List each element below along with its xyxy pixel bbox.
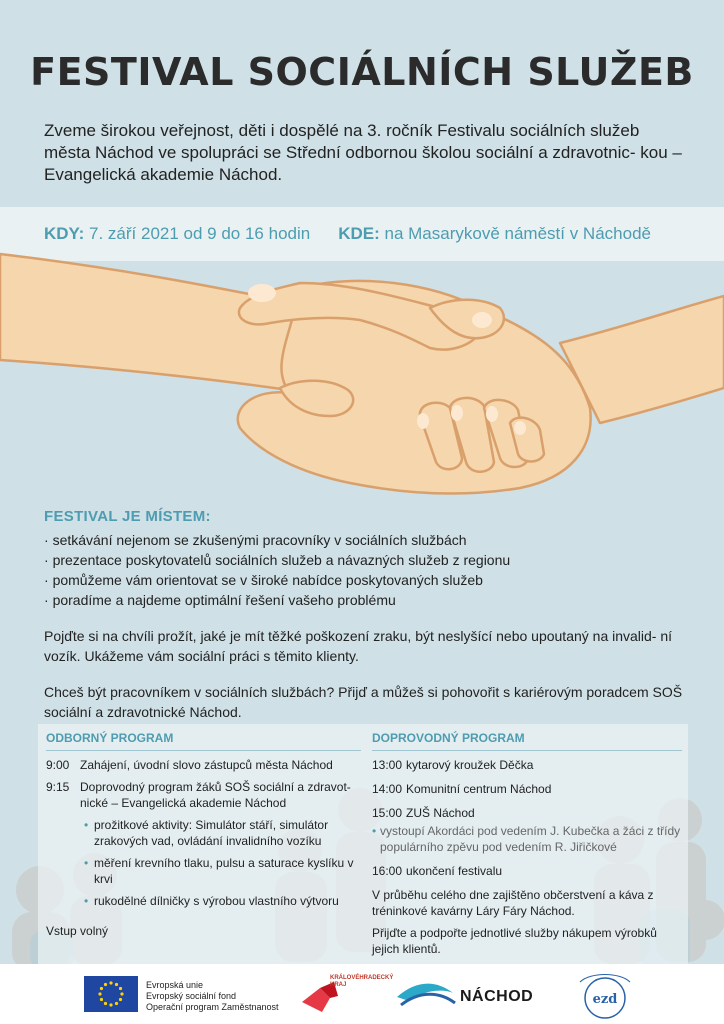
program-row <box>372 863 682 879</box>
eu-star-icon <box>104 983 107 986</box>
eu-line: Evropský sociální fond <box>146 991 237 1001</box>
eu-star-icon <box>109 981 112 984</box>
festival-heading: FESTIVAL JE MÍSTEM: <box>44 508 211 525</box>
list-item: • měření krevního tlaku, pulsu a saturace kyslíku v krvi <box>84 855 361 887</box>
eu-flag-icon <box>84 976 138 1012</box>
program-text: ukončení festivalu <box>406 864 503 878</box>
eu-logo-text <box>146 980 279 1013</box>
list-item: · poradíme a najdeme optimální řešení vašeho problému <box>44 590 684 610</box>
program-text: Doprovodný program žáků SOŠ sociální a zdravot- nické – Evangelická akademie Náchod <box>80 780 351 810</box>
list-item: · setkávání nejenom se zkušenými pracovníky v sociálních službách <box>44 530 684 550</box>
program-row <box>372 781 682 797</box>
kde-value: na Masarykově náměstí v Náchodě <box>384 224 651 243</box>
list-item: · prezentace poskytovatelů sociálních služeb a návazných služeb z regionu <box>44 550 684 570</box>
program-sub-list <box>84 817 361 909</box>
career-paragraph: Chceš být pracovníkem v sociálních službách? Přijď a můžeš si pohovořit s kariérovým poradcem SOŠ sociální a zdravotnické Náchod. <box>44 684 683 720</box>
program-time: 16:00 <box>372 864 403 878</box>
page-title: FESTIVAL SOCIÁLNÍCH SLUŽEB <box>30 50 694 94</box>
program-left-column <box>46 730 361 939</box>
refreshment-text: V průběhu celého dne zajištěno občerstvení a káva z tréninkové kavárny Láry Fáry Náchod. <box>372 888 654 918</box>
program-time: 9:00 <box>46 758 70 772</box>
kraj-logo-text <box>330 975 394 989</box>
program-row <box>46 757 361 773</box>
eu-star-icon <box>100 998 103 1001</box>
kdy-label: KDY: <box>44 224 85 243</box>
kdy-value: 7. září 2021 od 9 do 16 hodin <box>89 224 311 243</box>
eu-star-icon <box>120 992 123 995</box>
list-item: • rukodělné dílničky s výrobou vlastního výtvoru <box>84 893 361 909</box>
eu-line: Operační program Zaměstnanost <box>146 1002 279 1012</box>
eu-star-icon <box>119 987 122 990</box>
program-box <box>38 724 688 964</box>
program-right-column <box>372 730 682 963</box>
program-text: Komunitní centrum Náchod <box>406 782 552 796</box>
svg-text:ezd: ezd <box>592 992 618 1007</box>
list-item: • prožitkové aktivity: Simulátor stáří, simulátor zrakových vad, ovládání invalidního vozíku <box>84 817 361 849</box>
eu-star-icon <box>98 992 101 995</box>
nachod-logo-text: NÁCHOD <box>460 988 534 1005</box>
odborny-program-heading: ODBORNÝ PROGRAM <box>46 730 361 751</box>
kraj-line: KRÁLOVÉHRADECKÝ <box>330 975 394 981</box>
free-entry: Vstup volný <box>46 924 109 938</box>
eu-star-icon <box>115 1002 118 1005</box>
program-note: • vystoupí Akordáci pod vedením J. Kubečka a žáci z třídy populárního zpěvu pod vedením R. Jiřičkové <box>372 823 682 855</box>
eu-star-icon <box>115 983 118 986</box>
experience-paragraph: Pojďte si na chvíli prožít, jaké je mít těžké poškození zraku, být neslyšící nebo upoutaný na invalid- ní vozík. Ukážeme vám sociální práci s těmito klienty. <box>44 628 673 664</box>
intro-text: Zveme širokou veřejnost, děti i dospělé na 3. ročník Festivalu sociálních služeb města Náchod ve spolupráci se Střední odbornou školou sociální a zdravotnic- kou – Evangelická akademie Náchod. <box>44 121 682 184</box>
school-logo-icon <box>570 968 640 1024</box>
kraj-line: KRAJ <box>330 982 347 988</box>
support-text: Přijďte a podpořte jednotlivé služby nákupem výrobků jejich klientů. <box>372 926 657 956</box>
program-time: 14:00 <box>372 782 403 796</box>
eu-star-icon <box>100 987 103 990</box>
program-time: 9:15 <box>46 780 70 794</box>
list-item: · pomůžeme vám orientovat se v široké nabídce poskytovaných služeb <box>44 570 684 590</box>
program-row <box>372 757 682 773</box>
handshake-illustration <box>0 248 724 508</box>
program-row <box>372 805 682 821</box>
festival-list <box>44 530 684 610</box>
kde-label: KDE: <box>338 224 380 243</box>
eu-star-icon <box>119 998 122 1001</box>
program-text: kytarový kroužek Děčka <box>406 758 534 772</box>
eu-star-icon <box>104 1002 107 1005</box>
doprovodny-program-heading: DOPROVODNÝ PROGRAM <box>372 730 682 751</box>
program-time: 13:00 <box>372 758 403 772</box>
program-text: Zahájení, úvodní slovo zástupců města Náchod <box>80 758 333 772</box>
program-text: ZUŠ Náchod <box>406 806 475 820</box>
eu-line: Evropská unie <box>146 980 204 990</box>
program-row <box>46 779 361 811</box>
eu-star-icon <box>109 1003 112 1006</box>
program-time: 15:00 <box>372 806 403 820</box>
